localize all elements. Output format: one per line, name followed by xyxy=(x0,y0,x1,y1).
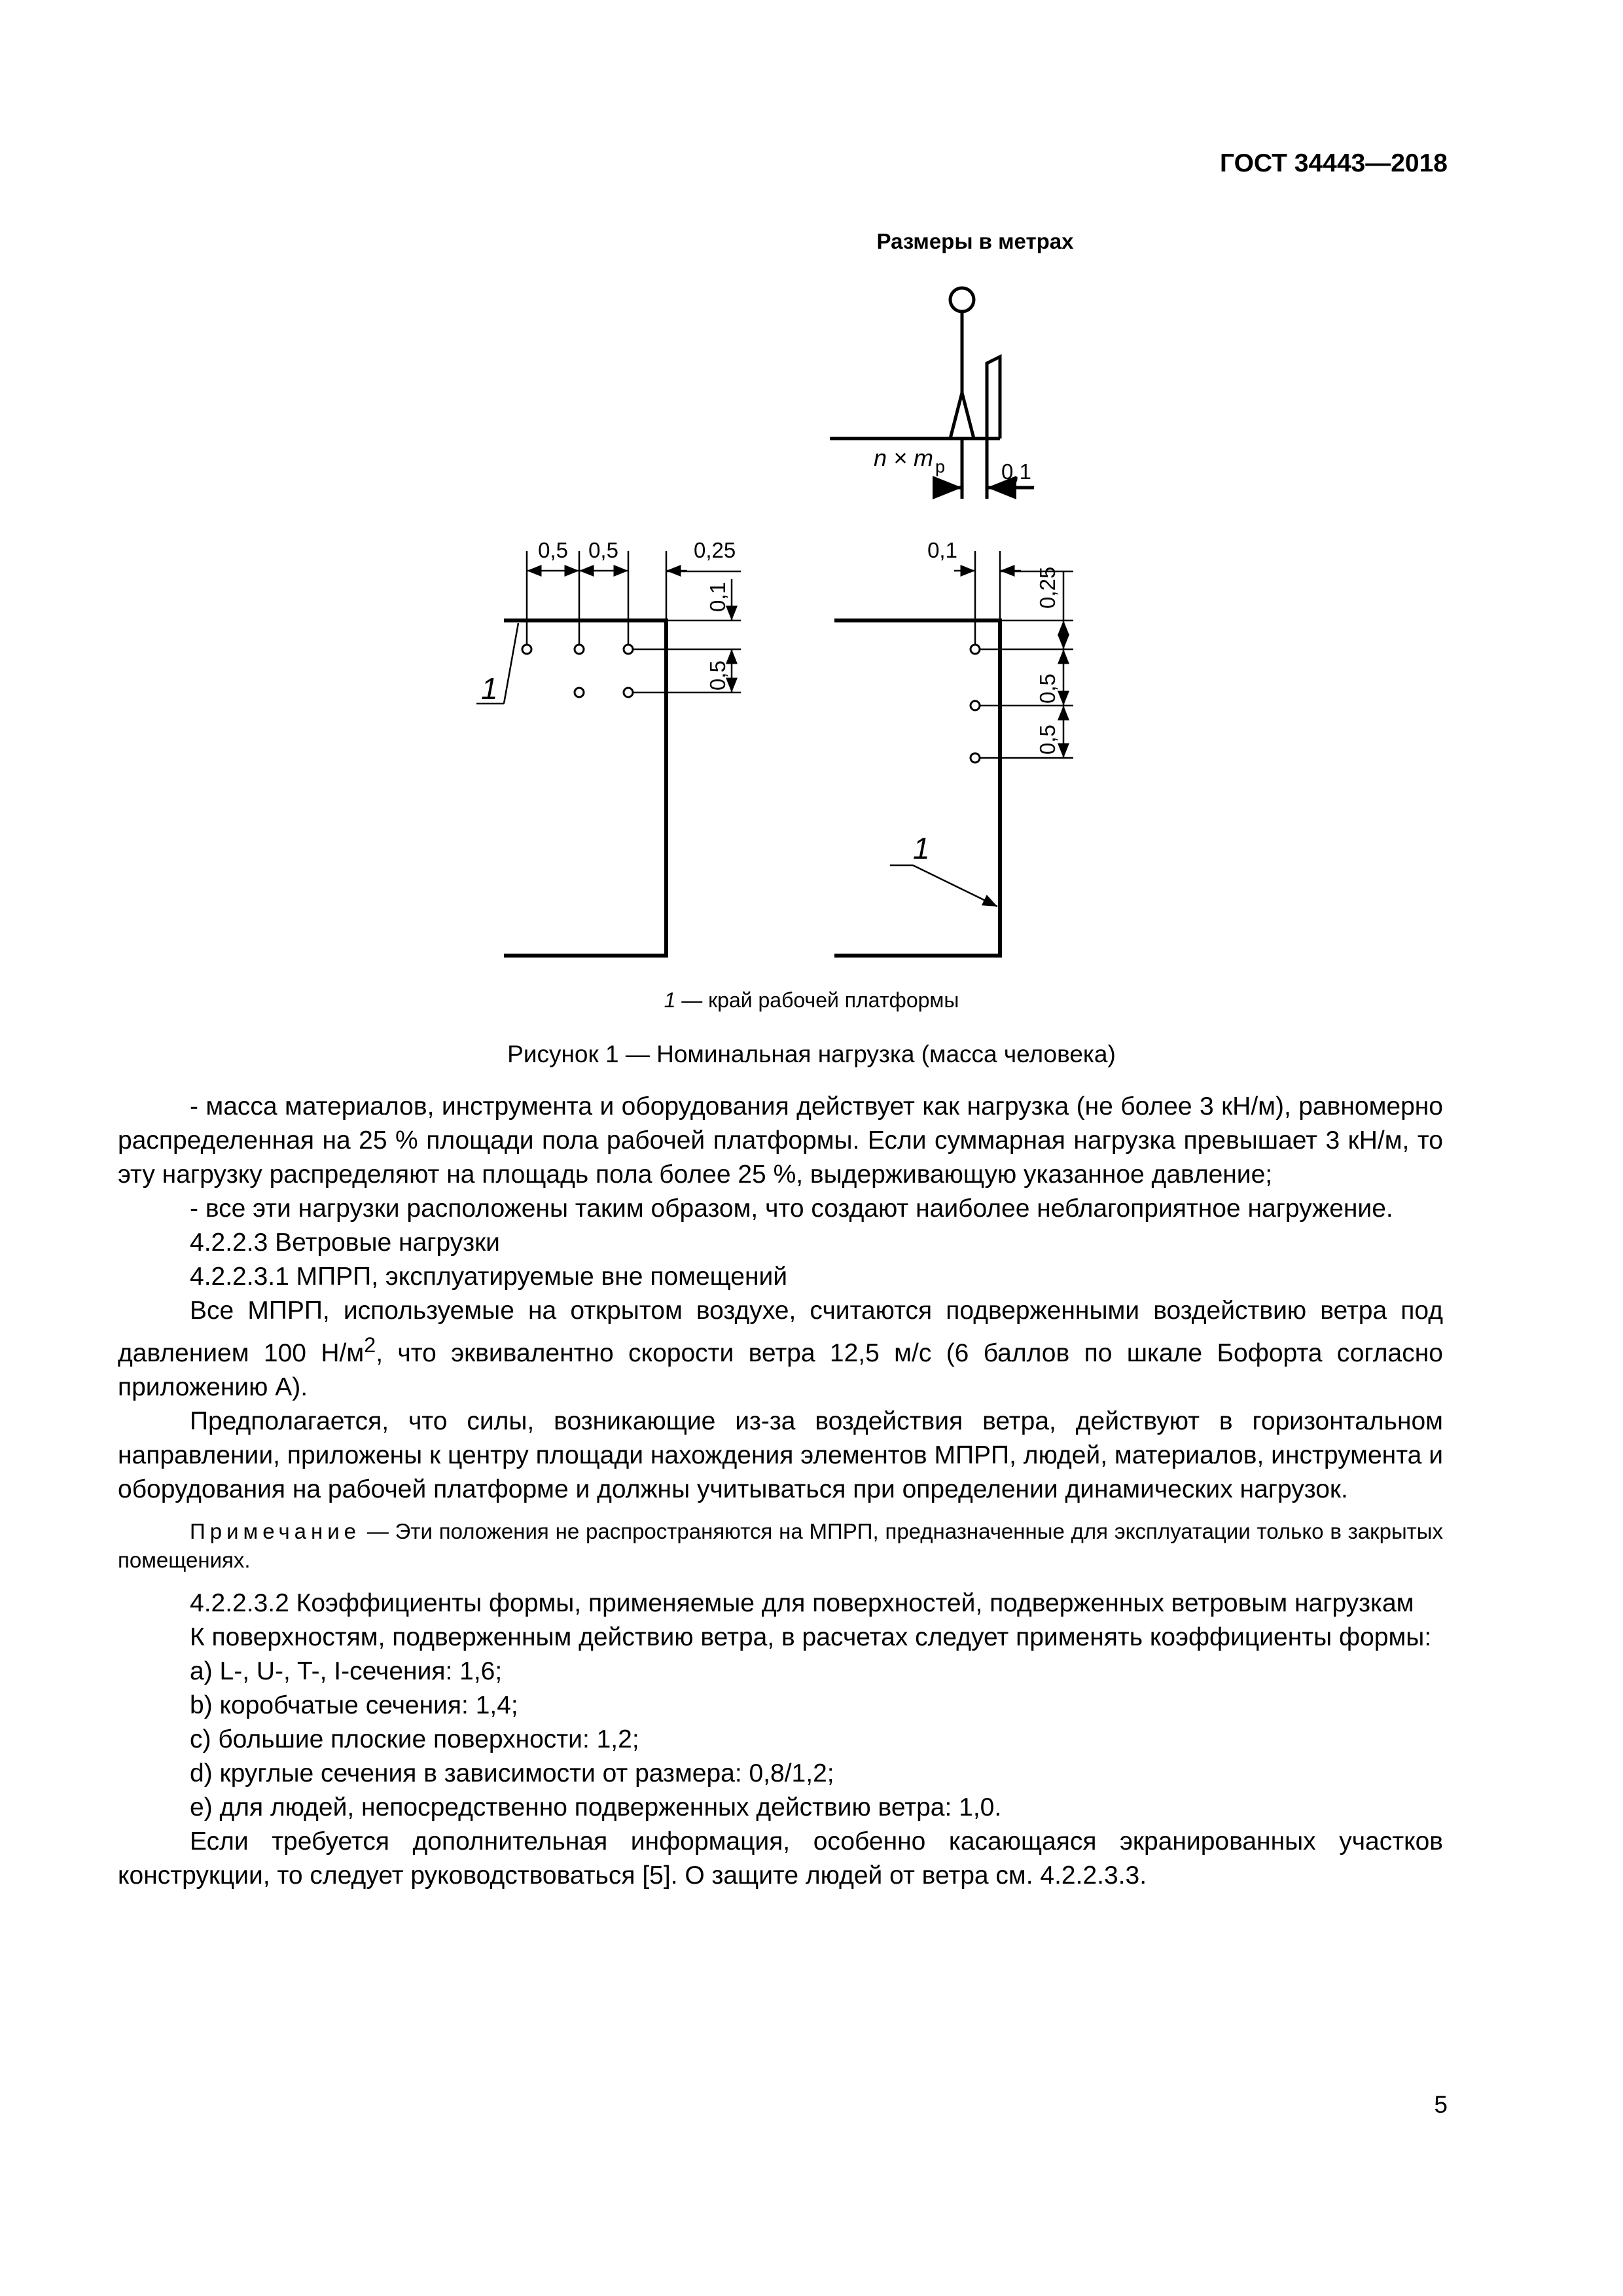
units-note: Размеры в метрах xyxy=(876,229,1074,253)
standard-header: ГОСТ 34443—2018 xyxy=(1220,149,1448,177)
left-callout: 1 xyxy=(481,672,498,706)
paragraph: Если требуется дополнительная информация, особенно касающаяся экранированных участков конструкции, то следует руководствоваться [5]. О защите людей от ветра см. 4.2.2.3.3. xyxy=(118,1827,1443,1890)
left-dim-label: 0,25 xyxy=(694,538,736,562)
load-label-subscript: p xyxy=(935,457,946,476)
legend-text: — край рабочей платформы xyxy=(675,988,959,1012)
figure-1-drawing xyxy=(0,0,1623,995)
load-point xyxy=(575,645,584,654)
paragraph-part: Все МПРП, используемые на открытом воздухе, считаются подверженными воздействию ветра под давлением 100 Н/м xyxy=(118,1297,1443,1367)
list-item: b) коробчатые сечения: 1,4; xyxy=(190,1691,518,1719)
body-text xyxy=(118,1090,1443,1893)
note-label: Примечание xyxy=(190,1519,361,1543)
note xyxy=(118,1517,1443,1575)
right-dim-labels xyxy=(913,538,1060,865)
list-item: d) круглые сечения в зависимости от размера: 0,8/1,2; xyxy=(190,1759,834,1787)
figure-caption: Рисунок 1 — Номинальная нагрузка (масса человека) xyxy=(507,1041,1116,1067)
paragraph-part: , что эквивалентно скорости ветра 12,5 м/с (6 баллов по шкале Бофорта согласно приложению А). xyxy=(118,1339,1443,1401)
load-point xyxy=(522,645,531,654)
list-item: e) для людей, непосредственно подверженных действию ветра: 1,0. xyxy=(190,1793,1002,1821)
left-dim-label: 0,5 xyxy=(588,538,618,562)
left-dim-label-vertical: 0,5 xyxy=(705,660,730,691)
right-dim-label-vertical: 0,5 xyxy=(1035,673,1060,704)
dim-top-01: 0,1 xyxy=(1001,459,1031,484)
load-point xyxy=(624,645,633,654)
load-label-main: n × m xyxy=(874,444,934,471)
figure-legend xyxy=(0,988,1623,1013)
right-platform-edge xyxy=(834,620,1000,956)
load-point xyxy=(575,688,584,697)
paragraph: Предполагается, что силы, возникающие из-за воздействия ветра, действуют в горизонтальном направлении, приложены к центру площади нахождения элементов МПРП, людей, материалов, инструмента и оборудования на рабочей платформе и должны учитываться при определении динамических нагрузок. xyxy=(118,1407,1443,1503)
load-label xyxy=(874,444,945,476)
list-item: a) L-, U-, T-, I-сечения: 1,6; xyxy=(190,1657,503,1685)
load-point xyxy=(971,645,980,654)
right-dim-label-vertical: 0,25 xyxy=(1035,566,1060,609)
left-platform-edge xyxy=(504,620,666,956)
list-item: c) большие плоские поверхности: 1,2; xyxy=(190,1725,639,1753)
left-dim-label-vertical: 0,1 xyxy=(705,582,730,612)
load-point xyxy=(971,701,980,710)
right-callout: 1 xyxy=(913,831,930,865)
paragraph: К поверхностям, подверженным действию ветра, в расчетах следует применять коэффициенты формы: xyxy=(190,1623,1432,1651)
section-heading: 4.2.2.3.2 Коэффициенты формы, применяемые для поверхностей, подверженных ветровым нагрузкам xyxy=(190,1589,1414,1617)
left-plan-view xyxy=(476,551,741,956)
load-point xyxy=(624,688,633,697)
load-point xyxy=(971,753,980,762)
note-text: — Эти положения не распространяются на МПРП, предназначенные для эксплуатации только в закрытых помещениях. xyxy=(118,1519,1443,1572)
paragraph: - все эти нагрузки расположены таким образом, что создают наиболее неблагоприятное нагружение. xyxy=(190,1194,1393,1223)
section-heading: 4.2.2.3.1 МПРП, эксплуатируемые вне помещений xyxy=(190,1263,788,1291)
superscript: 2 xyxy=(364,1333,376,1357)
paragraph: - масса материалов, инструмента и оборудования действует как нагрузка (не более 3 кН/м), равномерно распределенная на 25 % площади пола рабочей платформы. Если суммарная нагрузка превышает 3 кН/м, то эту нагрузку распределяют на площадь пола более 25 %, выдерживающую указанное давление; xyxy=(118,1092,1443,1189)
right-dim-label: 0,1 xyxy=(927,538,957,562)
paragraph xyxy=(118,1294,1443,1405)
right-dim-label-vertical: 0,5 xyxy=(1035,725,1060,755)
page-number: 5 xyxy=(1434,2091,1448,2118)
left-dim-label: 0,5 xyxy=(538,538,568,562)
section-heading: 4.2.2.3 Ветровые нагрузки xyxy=(190,1229,500,1257)
legend-number: 1 xyxy=(664,988,676,1012)
